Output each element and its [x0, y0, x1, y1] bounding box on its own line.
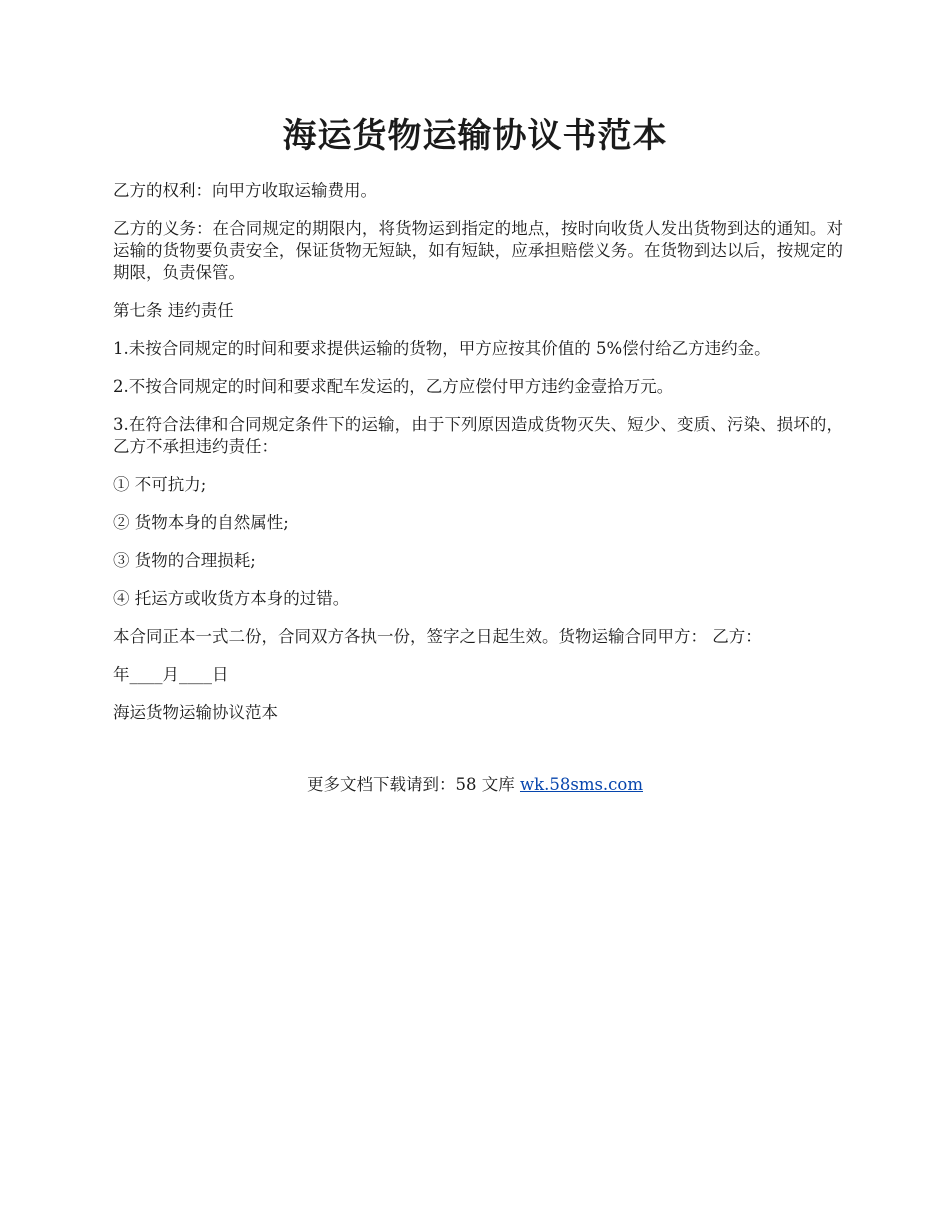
- footer-link[interactable]: wk.58sms.com: [519, 775, 643, 794]
- document-name-footer: 海运货物运输协议范本: [113, 703, 278, 722]
- document-body: [113, 180, 843, 740]
- clause-2: 2.不按合同规定的时间和要求配车发运的，乙方应偿付甲方违约金壹拾万元。: [113, 377, 674, 396]
- signature-line: 本合同正本一式二份，合同双方各执一份，签字之日起生效。货物运输合同甲方： 乙方：: [113, 627, 762, 646]
- paragraph-party-b-obligations: 乙方的义务：在合同规定的期限内，将货物运到指定的地点，按时向收货人发出货物到达的通知。对运输的货物要负责安全，保证货物无短缺，如有短缺，应承担赔偿义务。在货物到达以后，按规定的期限，负责保管。: [113, 219, 843, 282]
- exemption-item-4: ④ 托运方或收货方本身的过错。: [113, 589, 350, 608]
- clause-3: 3.在符合法律和合同规定条件下的运输，由于下列原因造成货物灭失、短少、变质、污染、损坏的，乙方不承担违约责任：: [113, 415, 843, 456]
- exemption-item-1: ① 不可抗力;: [113, 475, 207, 494]
- date-line: 年____月____日: [113, 665, 229, 684]
- exemption-item-3: ③ 货物的合理损耗;: [113, 551, 256, 570]
- exemption-item-2: ② 货物本身的自然属性;: [113, 513, 289, 532]
- clause-1: 1.未按合同规定的时间和要求提供运输的货物，甲方应按其价值的 5%偿付给乙方违约金。: [113, 339, 771, 358]
- footer-prefix: 更多文档下载请到：58 文库: [306, 775, 520, 794]
- section-heading-liability: 第七条 违约责任: [113, 301, 234, 320]
- paragraph-party-b-rights: 乙方的权利：向甲方收取运输费用。: [113, 181, 377, 200]
- document-title: 海运货物运输协议书范本: [282, 116, 668, 156]
- download-footer: [0, 774, 950, 796]
